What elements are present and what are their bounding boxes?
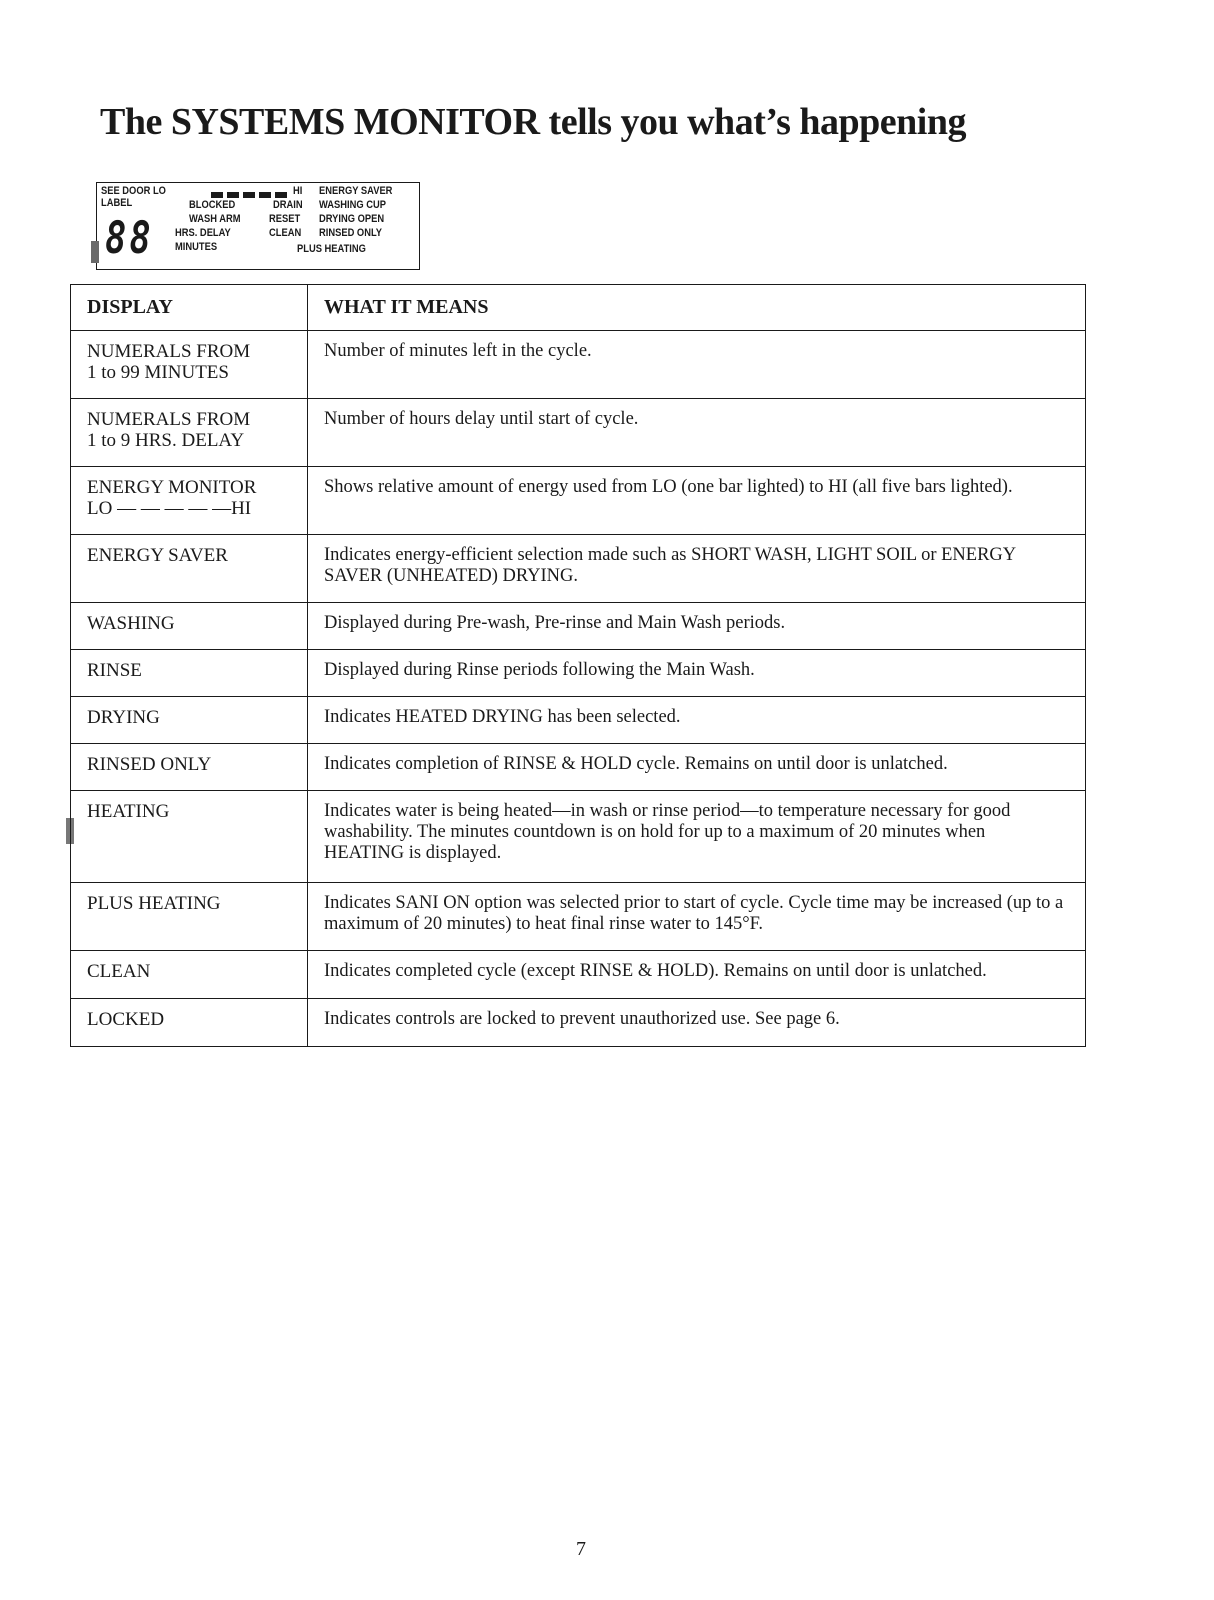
header-display: DISPLAY — [71, 285, 308, 331]
means-cell: Indicates water is being heated—in wash or rinse period—to temperature necessary for good washability. The minutes countdown is on hold for up to a maximum of 20 minutes when HEATING is displayed. — [308, 791, 1086, 883]
lcd-hi: HI — [293, 185, 303, 197]
means-cell: Displayed during Pre-wash, Pre-rinse and Main Wash periods. — [308, 603, 1086, 650]
lcd-clean: CLEAN — [269, 227, 302, 239]
display-line: NUMERALS FROM — [87, 341, 251, 362]
display-line: NUMERALS FROM — [87, 409, 251, 430]
table-row — [71, 883, 1086, 951]
table-row — [71, 999, 1086, 1047]
table-row — [71, 467, 1086, 535]
energy-bar-3 — [243, 192, 255, 198]
display-cell — [71, 603, 308, 650]
display-edge-mark — [91, 241, 99, 263]
energy-bar-5 — [275, 192, 287, 198]
lcd-see-door-lo: SEE DOOR LO — [101, 185, 166, 197]
table-row — [71, 535, 1086, 603]
display-line: CLEAN — [87, 961, 151, 982]
means-cell: Shows relative amount of energy used from LO (one bar lighted) to HI (all five bars lighted). — [308, 467, 1086, 535]
energy-bar-2 — [227, 192, 239, 198]
table-row — [71, 331, 1086, 399]
table-row — [71, 951, 1086, 999]
systems-monitor-display — [96, 182, 420, 270]
lcd-reset: RESET — [269, 213, 301, 225]
display-cell — [71, 697, 308, 744]
energy-bar-4 — [259, 192, 271, 198]
display-cell — [71, 744, 308, 791]
table-row — [71, 399, 1086, 467]
display-line: HEATING — [87, 801, 170, 822]
means-cell: Indicates energy-efficient selection made such as SHORT WASH, LIGHT SOIL or ENERGY SAVER (UNHEATED) DRYING. — [308, 535, 1086, 603]
display-line: DRYING — [87, 707, 160, 728]
display-line: ENERGY MONITOR — [87, 477, 257, 498]
display-cell — [71, 999, 308, 1047]
means-cell: Indicates completed cycle (except RINSE & HOLD). Remains on until door is unlatched. — [308, 951, 1086, 999]
lcd-digits: 88 — [105, 213, 154, 264]
means-cell: Indicates SANI ON option was selected prior to start of cycle. Cycle time may be increased (up to a maximum of 20 minutes) to heat final rinse water to 145°F. — [308, 883, 1086, 951]
display-line: LOCKED — [87, 1009, 165, 1030]
lcd-plus-heating: PLUS HEATING — [297, 243, 366, 255]
table-row — [71, 791, 1086, 883]
display-cell — [71, 399, 308, 467]
lcd-drying-open: DRYING OPEN — [319, 213, 385, 225]
means-cell: Indicates completion of RINSE & HOLD cycle. Remains on until door is unlatched. — [308, 744, 1086, 791]
lcd-washing-cup: WASHING CUP — [319, 199, 387, 211]
display-line: RINSE — [87, 660, 142, 681]
table-header-row — [71, 285, 1086, 331]
energy-bar-1 — [211, 192, 223, 198]
display-cell — [71, 650, 308, 697]
table-row — [71, 603, 1086, 650]
lcd-minutes: MINUTES — [175, 241, 218, 253]
means-cell: Displayed during Rinse periods following the Main Wash. — [308, 650, 1086, 697]
header-what-it-means: WHAT IT MEANS — [308, 285, 1086, 331]
display-line: 1 to 9 HRS. DELAY — [87, 430, 245, 451]
lcd-label: LABEL — [101, 197, 133, 209]
means-cell: Number of hours delay until start of cycle. — [308, 399, 1086, 467]
display-line: WASHING — [87, 613, 175, 634]
means-cell: Number of minutes left in the cycle. — [308, 331, 1086, 399]
page-number: 7 — [576, 1538, 586, 1560]
display-line: PLUS HEATING — [87, 893, 221, 914]
display-cell — [71, 951, 308, 999]
display-line: 1 to 99 MINUTES — [87, 362, 229, 383]
means-cell: Indicates HEATED DRYING has been selected. — [308, 697, 1086, 744]
table-row — [71, 697, 1086, 744]
lcd-energy-saver: ENERGY SAVER — [319, 185, 393, 197]
display-line: LO — — — — —HI — [87, 498, 252, 519]
display-line: RINSED ONLY — [87, 754, 212, 775]
table-row — [71, 650, 1086, 697]
display-cell — [71, 535, 308, 603]
display-cell — [71, 883, 308, 951]
lcd-wash-arm: WASH ARM — [189, 213, 241, 225]
table-row — [71, 744, 1086, 791]
lcd-hrs-delay: HRS. DELAY — [175, 227, 231, 239]
lcd-rinsed-only: RINSED ONLY — [319, 227, 383, 239]
display-cell — [71, 331, 308, 399]
display-cell — [71, 467, 308, 535]
systems-monitor-table — [70, 284, 1086, 1047]
display-cell — [71, 791, 308, 883]
means-cell: Indicates controls are locked to prevent unauthorized use. See page 6. — [308, 999, 1086, 1047]
lcd-blocked: BLOCKED — [189, 199, 236, 211]
lcd-drain: DRAIN — [273, 199, 303, 211]
display-line: ENERGY SAVER — [87, 545, 228, 566]
page-title: The SYSTEMS MONITOR tells you what’s happening — [100, 101, 966, 143]
